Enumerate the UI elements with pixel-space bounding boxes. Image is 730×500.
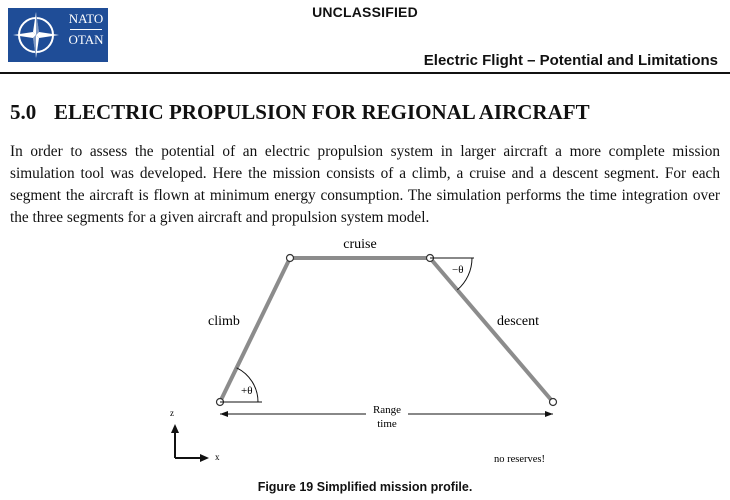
nato-logo <box>8 8 108 62</box>
climb-label: climb <box>208 314 240 329</box>
z-axis-arrow <box>171 424 179 433</box>
range-arrow-left <box>220 411 228 417</box>
reserves-note: no reserves! <box>494 454 546 465</box>
z-axis-label: z <box>170 408 174 418</box>
figure-caption: Figure 19 Simplified mission profile. <box>257 480 473 494</box>
logo-text-otan: OTAN <box>68 32 104 47</box>
descent-segment <box>430 258 553 402</box>
cruise-label: cruise <box>343 237 377 252</box>
range-arrow-right <box>545 411 553 417</box>
section-number: 5.0 <box>10 100 37 124</box>
time-label: time <box>377 418 397 430</box>
nato-compass-icon <box>8 8 64 62</box>
descent-angle-label: −θ <box>452 264 464 276</box>
header-divider <box>0 72 730 74</box>
section-heading <box>10 100 590 125</box>
end-point <box>550 399 557 406</box>
document-title: Electric Flight – Potential and Limitations <box>423 52 718 69</box>
section-title: ELECTRIC PROPULSION FOR REGIONAL AIRCRAFT <box>54 100 590 124</box>
mission-profile-diagram <box>0 230 730 470</box>
top-of-climb-point <box>287 255 294 262</box>
range-label: Range <box>372 404 402 416</box>
descent-label: descent <box>497 314 539 329</box>
climb-segment <box>220 258 290 402</box>
x-axis-label: x <box>215 452 220 462</box>
climb-angle-label: +θ <box>241 385 253 397</box>
logo-divider <box>70 29 102 30</box>
x-axis-arrow <box>200 454 209 462</box>
body-paragraph: In order to assess the potential of an electric propulsion system in larger aircraft a more complete mission simulation tool was developed. Here the mission consists of a climb, a cruise and a descent segment. For each segment the aircraft is flown at minimum energy consumption. The simulation performs the time integration over the three segments for a given aircraft and propulsion system model. <box>10 143 720 226</box>
classification-label: UNCLASSIFIED <box>312 4 418 20</box>
logo-text-nato: NATO <box>68 11 104 26</box>
